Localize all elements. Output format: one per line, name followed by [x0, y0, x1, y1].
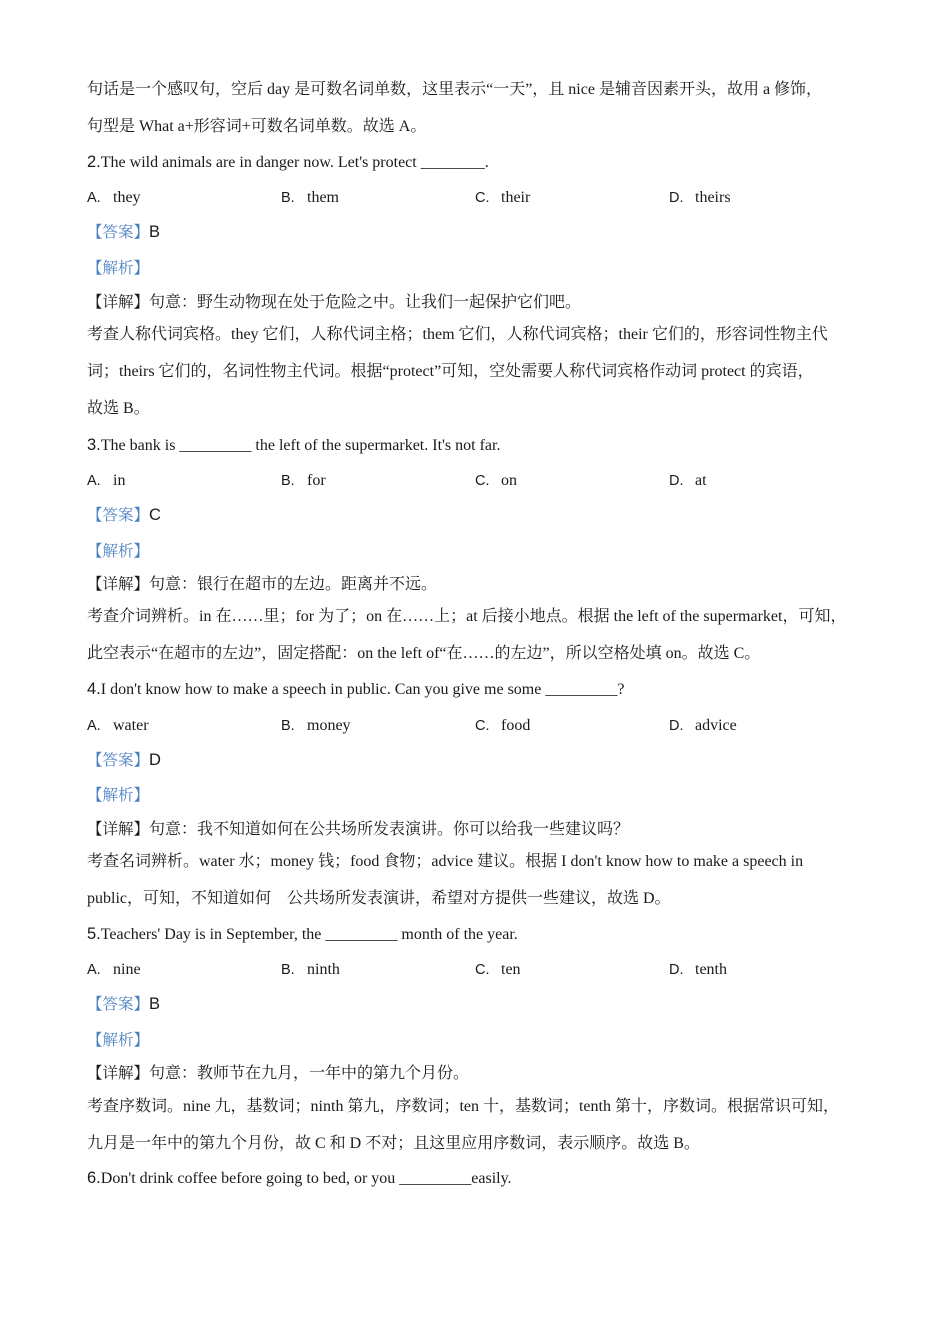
- q3-option-a: A. in: [87, 472, 126, 489]
- q3-option-b: B. for: [281, 472, 326, 489]
- question-number: 6.: [87, 1169, 101, 1187]
- q4-detail: 【详解】句意：我不知道如何在公共场所发表演讲。你可以给我一些建议吗？: [87, 820, 630, 838]
- q2-option-b: B. them: [281, 189, 339, 206]
- answer-value: B: [149, 223, 161, 241]
- q2-detail: 【详解】句意：野生动物现在处于危险之中。让我们一起保护它们吧。: [87, 293, 582, 311]
- answer-value: C: [149, 506, 161, 524]
- q5-option-d: D. tenth: [669, 961, 727, 978]
- q4-explanation-line-2: public，可知，不知道如何 公共场所发表演讲，希望对方提供一些建议，故选 D。: [87, 890, 671, 907]
- q2-explanation-line-2: 词；theirs 它们的，名词性物主代词。根据“protect”可知，空处需要人称代词宾格作动词 protect 的宾语，: [87, 363, 814, 380]
- q4-option-a: A. water: [87, 717, 149, 734]
- q3-detail: 【详解】句意：银行在超市的左边。距离并不远。: [87, 575, 438, 593]
- q5-option-b: B. ninth: [281, 961, 340, 978]
- q4-option-d: D. advice: [669, 717, 737, 734]
- q5-answer: [87, 994, 160, 1015]
- answer-label: 【答案】: [87, 995, 150, 1013]
- answer-label: 【答案】: [87, 751, 150, 769]
- question-3-stem: [87, 435, 500, 456]
- q4-option-c: C. food: [475, 717, 531, 734]
- question-text: The wild animals are in danger now. Let's protect ________.: [100, 154, 489, 171]
- question-text: Teachers' Day is in September, the _________ month of the year.: [100, 926, 518, 943]
- intro-line-1: 句话是一个感叹句，空后 day 是可数名词单数，这里表示“一天”，且 nice 是辅音因素开头，故用 a 修饰，: [87, 81, 823, 98]
- question-text: Don't drink coffee before going to bed, or you _________easily.: [100, 1170, 512, 1187]
- q5-detail: 【详解】句意：教师节在九月，一年中的第九个月份。: [87, 1064, 470, 1082]
- q2-analysis-label: 【解析】: [87, 259, 150, 277]
- q5-explanation-line-2: 九月是一年中的第九个月份，故 C 和 D 不对；且这里应用序数词，表示顺序。故选 B。: [87, 1135, 700, 1152]
- q3-explanation-line-2: 此空表示“在超市的左边”，固定搭配：on the left of“在……的左边”，所以空格处填 on。故选 C。: [87, 645, 761, 662]
- question-6-stem: [87, 1168, 512, 1189]
- question-text: I don't know how to make a speech in public. Can you give me some _________?: [100, 681, 625, 698]
- question-2-stem: [87, 152, 489, 173]
- q5-explanation-line-1: 考查序数词。nine 九，基数词；ninth 第九，序数词；ten 十，基数词；tenth 第十，序数词。根据常识可知，: [87, 1098, 839, 1115]
- q2-option-c: C. their: [475, 189, 531, 206]
- question-number: 3.: [87, 436, 101, 454]
- q4-explanation-line-1: 考查名词辨析。water 水；money 钱；food 食物；advice 建议。根据 I don't know how to make a speech in: [87, 853, 804, 870]
- question-number: 2.: [87, 153, 101, 171]
- q3-option-c: C. on: [475, 472, 517, 489]
- q5-option-a: A. nine: [87, 961, 141, 978]
- q3-option-d: D. at: [669, 472, 707, 489]
- question-number: 4.: [87, 680, 101, 698]
- question-number: 5.: [87, 925, 101, 943]
- answer-label: 【答案】: [87, 223, 150, 241]
- q2-answer: [87, 222, 160, 243]
- question-text: The bank is _________ the left of the supermarket. It's not far.: [100, 437, 501, 454]
- q3-answer: [87, 505, 161, 526]
- q2-explanation-line-3: 故选 B。: [87, 400, 150, 417]
- q4-analysis-label: 【解析】: [87, 786, 150, 804]
- answer-value: B: [149, 995, 161, 1013]
- question-5-stem: [87, 924, 518, 945]
- q3-explanation-line-1: 考查介词辨析。in 在……里；for 为了；on 在……上；at 后接小地点。根据 the left of the supermarket，可知，: [87, 608, 847, 625]
- answer-value: D: [149, 751, 161, 769]
- q2-option-a: A. they: [87, 189, 141, 206]
- q3-analysis-label: 【解析】: [87, 542, 150, 560]
- q2-explanation-line-1: 考查人称代词宾格。they 它们，人称代词主格；them 它们，人称代词宾格；their 它们的，形容词性物主代: [87, 326, 828, 343]
- q4-answer: [87, 750, 161, 771]
- q4-option-b: B. money: [281, 717, 351, 734]
- question-4-stem: [87, 679, 624, 700]
- q2-option-d: D. theirs: [669, 189, 731, 206]
- intro-line-2: 句型是 What a+形容词+可数名词单数。故选 A。: [87, 118, 427, 135]
- q5-option-c: C. ten: [475, 961, 521, 978]
- answer-label: 【答案】: [87, 506, 150, 524]
- q5-analysis-label: 【解析】: [87, 1031, 150, 1049]
